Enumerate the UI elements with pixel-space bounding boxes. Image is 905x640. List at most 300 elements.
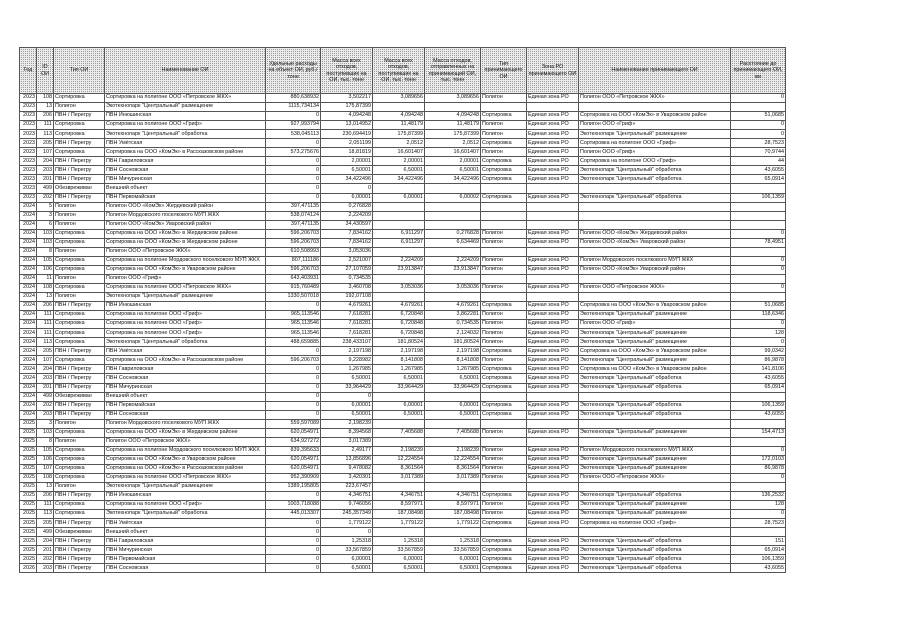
cell-facility-name: ПВН Мичуринская — [105, 546, 266, 555]
cell-mass-sent — [425, 211, 481, 220]
cell-receiver-name: Экотехнопарк "Центральный" обработка — [579, 383, 731, 392]
table-row — [20, 338, 786, 347]
cell-mass-received: 3,420301 — [321, 473, 373, 482]
cell-unit-cost: 0 — [266, 555, 321, 564]
cell-distance: 51,0685 — [731, 112, 786, 121]
cell-receiver-name — [579, 419, 731, 428]
cell-mass-sent: 2,224209 — [425, 256, 481, 265]
cell-year: 2023 — [20, 157, 37, 166]
cell-mass-sent: 6,50001 — [425, 374, 481, 383]
cell-facility-type: ПВН / Перегру — [54, 302, 105, 311]
cell-facility-id: 13 — [37, 483, 54, 492]
cell-facility-type: Полигон — [54, 202, 105, 211]
table-row — [20, 256, 786, 265]
cell-year: 2025 — [20, 501, 37, 510]
cell-facility-id: 203 — [37, 374, 54, 383]
table-row — [20, 347, 786, 356]
cell-facility-type: Полигон — [54, 211, 105, 220]
cell-facility-id: 499 — [37, 184, 54, 193]
cell-facility-name: Сортировка на полигоне ООО «Гриф» — [105, 320, 266, 329]
table-row — [20, 519, 786, 528]
cell-receiver-zone: Единая зона РО — [527, 139, 579, 148]
cell-mass-received-2: 6,00001 — [373, 555, 425, 564]
cell-facility-type: Полигон — [54, 483, 105, 492]
cell-receiver-type — [481, 211, 527, 220]
table-row — [20, 265, 786, 274]
cell-receiver-name — [579, 528, 731, 537]
cell-mass-sent — [425, 437, 481, 446]
cell-receiver-zone: Единая зона РО — [527, 256, 579, 265]
cell-receiver-zone: Единая зона РО — [527, 365, 579, 374]
cell-year: 2023 — [20, 130, 37, 139]
cell-unit-cost: 965,113546 — [266, 320, 321, 329]
cell-distance: 172,0103 — [731, 455, 786, 464]
cell-receiver-zone: Единая зона РО — [527, 175, 579, 184]
cell-distance — [731, 211, 786, 220]
cell-unit-cost: 634,927272 — [266, 437, 321, 446]
cell-facility-name: ПВН Гавриловская — [105, 537, 266, 546]
cell-facility-name: Полигон ООО «Гриф» — [105, 274, 266, 283]
cell-receiver-zone: Единая зона РО — [527, 265, 579, 274]
cell-unit-cost: 620,054971 — [266, 464, 321, 473]
cell-facility-name: Экотехнопарк "Центральный" размещение — [105, 103, 266, 112]
cell-facility-name: ПВН Гавриловская — [105, 365, 266, 374]
cell-facility-name: Сортировка на ООО «КомЭк» в Рассказовском районе — [105, 464, 266, 473]
cell-receiver-type: Сортировка — [481, 546, 527, 555]
cell-facility-id: 499 — [37, 392, 54, 401]
cell-receiver-zone: Единая зона РО — [527, 302, 579, 311]
cell-facility-id: 499 — [37, 528, 54, 537]
cell-facility-type: Сортировка — [54, 256, 105, 265]
cell-receiver-type: Сортировка — [481, 139, 527, 148]
cell-mass-sent: 6,00001 — [425, 555, 481, 564]
cell-receiver-zone: Единая зона РО — [527, 338, 579, 347]
cell-mass-received: 9,228982 — [321, 356, 373, 365]
cell-year: 2023 — [20, 139, 37, 148]
cell-year: 2025 — [20, 428, 37, 437]
cell-receiver-name — [579, 247, 731, 256]
header-year: Год — [20, 48, 37, 94]
cell-facility-id: 206 — [37, 302, 54, 311]
cell-facility-type: Сортировка — [54, 148, 105, 157]
cell-year: 2024 — [20, 302, 37, 311]
cell-distance: 43,6055 — [731, 410, 786, 419]
cell-receiver-type: Сортировка — [481, 537, 527, 546]
table-row — [20, 166, 786, 175]
cell-mass-sent: 0,734535 — [425, 320, 481, 329]
cell-year: 2023 — [20, 121, 37, 130]
cell-year: 2024 — [20, 238, 37, 247]
cell-receiver-zone: Единая зона РО — [527, 537, 579, 546]
cell-receiver-name — [579, 184, 731, 193]
cell-mass-received-2 — [373, 103, 425, 112]
cell-year: 2024 — [20, 311, 37, 320]
cell-receiver-zone: Единая зона РО — [527, 166, 579, 175]
cell-mass-sent: 1,267985 — [425, 365, 481, 374]
cell-facility-name: Полигон ООО «КомЭк» Уваровский район — [105, 220, 266, 229]
cell-mass-sent: 8,141808 — [425, 356, 481, 365]
cell-mass-received-2 — [373, 247, 425, 256]
cell-mass-received: 27,107059 — [321, 265, 373, 274]
cell-receiver-name: Полигон Мордовского поселкового МУП ЖКХ — [579, 256, 731, 265]
cell-facility-id: 202 — [37, 555, 54, 564]
cell-facility-type: ПВН / Перегру — [54, 347, 105, 356]
table-row — [20, 329, 786, 338]
cell-mass-received-2: 175,87399 — [373, 130, 425, 139]
table-row — [20, 446, 786, 455]
cell-distance: 65,0914 — [731, 175, 786, 184]
cell-unit-cost: 397,471135 — [266, 220, 321, 229]
cell-facility-id: 105 — [37, 256, 54, 265]
cell-distance: 51,0685 — [731, 302, 786, 311]
cell-mass-received-2: 6,720848 — [373, 311, 425, 320]
cell-receiver-name: Полигон ООО «КомЭк» Уваровский район — [579, 265, 731, 274]
table-row — [20, 157, 786, 166]
cell-receiver-type — [481, 483, 527, 492]
cell-facility-type: ПВН / Перегру — [54, 175, 105, 184]
cell-year: 2024 — [20, 202, 37, 211]
cell-year: 2024 — [20, 401, 37, 410]
cell-receiver-zone: Единая зона РО — [527, 94, 579, 103]
cell-receiver-name: Экотехнопарк "Центральный" размещение — [579, 338, 731, 347]
cell-mass-received: 2,197198 — [321, 347, 373, 356]
cell-distance: 65,0914 — [731, 383, 786, 392]
table-row — [20, 501, 786, 510]
cell-receiver-type: Полигон — [481, 94, 527, 103]
cell-mass-received-2: 2,198239 — [373, 446, 425, 455]
cell-facility-name: ПВН Мичуринская — [105, 383, 266, 392]
cell-receiver-zone — [527, 220, 579, 229]
cell-receiver-type: Сортировка — [481, 157, 527, 166]
cell-receiver-zone — [527, 202, 579, 211]
cell-mass-received-2: 33,567859 — [373, 546, 425, 555]
cell-receiver-type — [481, 220, 527, 229]
cell-unit-cost: 445,013307 — [266, 510, 321, 519]
cell-facility-type: Полигон — [54, 103, 105, 112]
cell-mass-received: 1,779122 — [321, 519, 373, 528]
cell-mass-received-2: 6,720848 — [373, 329, 425, 338]
cell-facility-name: Полигон ООО «КомЭк» Жердевский район — [105, 202, 266, 211]
cell-receiver-type: Полигон — [481, 238, 527, 247]
cell-receiver-zone: Единая зона РО — [527, 446, 579, 455]
cell-mass-received-2: 6,911297 — [373, 238, 425, 247]
cell-year: 2025 — [20, 437, 37, 446]
table-row — [20, 211, 786, 220]
cell-unit-cost: 538,045113 — [266, 130, 321, 139]
cell-year: 2024 — [20, 256, 37, 265]
cell-unit-cost: 620,054971 — [266, 428, 321, 437]
cell-facility-id: 204 — [37, 537, 54, 546]
cell-unit-cost: 1115,734134 — [266, 103, 321, 112]
cell-distance: 0 — [731, 510, 786, 519]
cell-receiver-zone — [527, 274, 579, 283]
cell-facility-name: ПВН Сосновская — [105, 166, 266, 175]
cell-distance: 0 — [731, 283, 786, 292]
cell-distance: 106,1359 — [731, 401, 786, 410]
cell-facility-type: ПВН / Перегру — [54, 157, 105, 166]
table-body — [20, 94, 786, 573]
cell-facility-type: ПВН / Перегру — [54, 112, 105, 121]
cell-unit-cost: 0 — [266, 492, 321, 501]
cell-facility-name: Сортировка на полигоне Мордовского поселкового МУП ЖКХ — [105, 446, 266, 455]
cell-mass-received-2: 7,405688 — [373, 428, 425, 437]
cell-mass-received-2: 1,25318 — [373, 537, 425, 546]
cell-year: 2023 — [20, 112, 37, 121]
cell-unit-cost: 0 — [266, 383, 321, 392]
cell-facility-type: Сортировка — [54, 464, 105, 473]
cell-distance: 0 — [731, 320, 786, 329]
cell-year: 2025 — [20, 555, 37, 564]
cell-mass-received-2: 181,80524 — [373, 338, 425, 347]
cell-receiver-name: Полигон ООО «Петровское ЖКХ» — [579, 283, 731, 292]
cell-receiver-zone: Единая зона РО — [527, 473, 579, 482]
cell-receiver-zone: Единая зона РО — [527, 121, 579, 130]
cell-distance — [731, 528, 786, 537]
cell-year: 2025 — [20, 537, 37, 546]
cell-unit-cost: 620,054971 — [266, 455, 321, 464]
table-row — [20, 112, 786, 121]
cell-facility-id: 111 — [37, 121, 54, 130]
cell-mass-received-2: 1,267985 — [373, 365, 425, 374]
cell-mass-sent: 3,089656 — [425, 94, 481, 103]
cell-facility-type: Обезвреживан — [54, 528, 105, 537]
cell-mass-received-2: 3,089656 — [373, 94, 425, 103]
cell-mass-sent: 175,87399 — [425, 130, 481, 139]
cell-facility-type: Сортировка — [54, 121, 105, 130]
cell-year: 2025 — [20, 473, 37, 482]
cell-receiver-type: Полигон — [481, 229, 527, 238]
cell-receiver-zone: Единая зона РО — [527, 347, 579, 356]
cell-mass-received: 6,00001 — [321, 555, 373, 564]
cell-facility-name: Полигон ООО «Петровское ЖКХ» — [105, 247, 266, 256]
cell-facility-type: ПВН / Перегру — [54, 537, 105, 546]
cell-receiver-name: Экотехнопарк "Центральный" обработка — [579, 410, 731, 419]
cell-distance: 0 — [731, 473, 786, 482]
cell-unit-cost: 965,113546 — [266, 311, 321, 320]
cell-year: 2024 — [20, 347, 37, 356]
cell-distance — [731, 392, 786, 401]
cell-facility-id: 108 — [37, 94, 54, 103]
cell-facility-name: Сортировка на полигоне ООО «Петровское ЖКХ» — [105, 94, 266, 103]
table-row — [20, 293, 786, 302]
cell-receiver-type — [481, 528, 527, 537]
cell-receiver-zone — [527, 392, 579, 401]
cell-receiver-name: Экотехнопарк "Центральный" обработка — [579, 175, 731, 184]
cell-facility-name: Полигон Мордовского поселкового МУП ЖКХ — [105, 419, 266, 428]
cell-year: 2025 — [20, 492, 37, 501]
cell-distance — [731, 220, 786, 229]
cell-receiver-type: Сортировка — [481, 112, 527, 121]
cell-receiver-type: Сортировка — [481, 492, 527, 501]
cell-mass-received-2 — [373, 184, 425, 193]
cell-mass-received: 0,734535 — [321, 274, 373, 283]
cell-facility-name: Сортировка на полигоне ООО «Гриф» — [105, 501, 266, 510]
cell-receiver-name: Сортировка на полигоне ООО «Гриф» — [579, 157, 731, 166]
cell-facility-type: Сортировка — [54, 501, 105, 510]
cell-mass-received: 0 — [321, 528, 373, 537]
cell-year: 2024 — [20, 220, 37, 229]
cell-mass-sent: 11,48179 — [425, 121, 481, 130]
cell-mass-received: 4,346751 — [321, 492, 373, 501]
cell-facility-id: 8 — [37, 437, 54, 446]
cell-receiver-name: Экотехнопарк "Центральный" размещение — [579, 464, 731, 473]
cell-receiver-name — [579, 103, 731, 112]
table-row — [20, 555, 786, 564]
cell-distance: 0 — [731, 256, 786, 265]
cell-unit-cost: 610,508993 — [266, 247, 321, 256]
cell-unit-cost: 0 — [266, 537, 321, 546]
cell-distance — [731, 437, 786, 446]
cell-distance: 0 — [731, 265, 786, 274]
cell-facility-id: 111 — [37, 311, 54, 320]
cell-unit-cost: 0 — [266, 519, 321, 528]
cell-mass-received: 6,00001 — [321, 401, 373, 410]
cell-unit-cost: 915,760489 — [266, 283, 321, 292]
cell-receiver-name: Экотехнопарк "Центральный" размещение — [579, 501, 731, 510]
cell-receiver-name — [579, 220, 731, 229]
cell-receiver-zone: Единая зона РО — [527, 383, 579, 392]
cell-mass-sent — [425, 483, 481, 492]
cell-mass-sent: 12,224554 — [425, 455, 481, 464]
cell-year: 2024 — [20, 356, 37, 365]
cell-mass-received: 2,224209 — [321, 211, 373, 220]
cell-mass-sent: 6,00001 — [425, 401, 481, 410]
cell-receiver-zone: Единая зона РО — [527, 283, 579, 292]
header-receiver-zone: Зона РО принимающего ОИ — [527, 48, 579, 94]
cell-mass-sent: 181,80524 — [425, 338, 481, 347]
cell-facility-id: 203 — [37, 166, 54, 175]
cell-receiver-name: Полигон ООО «Гриф» — [579, 148, 731, 157]
cell-year: 2025 — [20, 455, 37, 464]
cell-receiver-zone: Единая зона РО — [527, 501, 579, 510]
cell-facility-name: ПВН Умётская — [105, 347, 266, 356]
table-row — [20, 184, 786, 193]
cell-mass-received-2: 6,50001 — [373, 564, 425, 573]
cell-mass-sent: 16,601407 — [425, 148, 481, 157]
cell-facility-type: Сортировка — [54, 338, 105, 347]
cell-facility-type: Сортировка — [54, 446, 105, 455]
cell-mass-sent: 2,0512 — [425, 139, 481, 148]
cell-year: 2024 — [20, 329, 37, 338]
cell-receiver-zone — [527, 437, 579, 446]
table-row — [20, 94, 786, 103]
cell-receiver-type: Полигон — [481, 256, 527, 265]
cell-unit-cost: 559,597089 — [266, 419, 321, 428]
cell-receiver-zone: Единая зона РО — [527, 148, 579, 157]
cell-mass-received: 9,746056 — [321, 501, 373, 510]
cell-receiver-type: Сортировка — [481, 175, 527, 184]
cell-facility-type: Сортировка — [54, 455, 105, 464]
cell-receiver-name: Сортировка на ООО «КомЭк» в Уваровском район — [579, 365, 731, 374]
cell-facility-name: ПВН Инюшинская — [105, 492, 266, 501]
cell-mass-received: 6,50001 — [321, 374, 373, 383]
cell-facility-name: Экотехнопарк "Центральный" обработка — [105, 510, 266, 519]
cell-receiver-type: Сортировка — [481, 365, 527, 374]
cell-year: 2023 — [20, 148, 37, 157]
cell-unit-cost: 1003,718088 — [266, 501, 321, 510]
cell-facility-id: 113 — [37, 338, 54, 347]
cell-receiver-type: Сортировка — [481, 193, 527, 202]
table-row — [20, 193, 786, 202]
cell-mass-sent — [425, 274, 481, 283]
cell-facility-name: Внешний объект — [105, 528, 266, 537]
cell-mass-received: 245,357349 — [321, 510, 373, 519]
table-row — [20, 483, 786, 492]
cell-year: 2026 — [20, 564, 37, 573]
cell-facility-name: ПВН Умётская — [105, 519, 266, 528]
cell-facility-id: 205 — [37, 347, 54, 356]
cell-receiver-zone: Единая зона РО — [527, 112, 579, 121]
cell-receiver-name — [579, 202, 731, 211]
cell-facility-id: 111 — [37, 320, 54, 329]
cell-unit-cost: 927,993794 — [266, 121, 321, 130]
cell-facility-type: Полигон — [54, 274, 105, 283]
cell-distance: 106,1359 — [731, 193, 786, 202]
cell-receiver-type — [481, 293, 527, 302]
cell-facility-id: 5 — [37, 202, 54, 211]
cell-unit-cost: 0 — [266, 365, 321, 374]
cell-receiver-zone: Единая зона РО — [527, 410, 579, 419]
cell-distance: 28,7523 — [731, 519, 786, 528]
cell-facility-type: ПВН / Перегру — [54, 519, 105, 528]
cell-mass-sent: 1,779122 — [425, 519, 481, 528]
cell-mass-received-2: 6,911297 — [373, 229, 425, 238]
cell-year: 2024 — [20, 229, 37, 238]
cell-facility-id: 106 — [37, 265, 54, 274]
cell-receiver-name: Экотехнопарк "Центральный" размещение — [579, 455, 731, 464]
cell-facility-name: ПВН Сосновская — [105, 564, 266, 573]
table-row — [20, 220, 786, 229]
cell-receiver-name: Экотехнопарк "Центральный" размещение — [579, 510, 731, 519]
table-row — [20, 139, 786, 148]
cell-facility-type: Сортировка — [54, 94, 105, 103]
cell-receiver-type — [481, 419, 527, 428]
cell-receiver-type: Сортировка — [481, 410, 527, 419]
cell-receiver-name: Экотехнопарк "Центральный" обработка — [579, 492, 731, 501]
cell-mass-received-2: 33,964429 — [373, 383, 425, 392]
cell-unit-cost: 807,111186 — [266, 256, 321, 265]
cell-receiver-type: Сортировка — [481, 519, 527, 528]
cell-year: 2024 — [20, 320, 37, 329]
cell-mass-received: 2,051199 — [321, 139, 373, 148]
cell-mass-sent: 1,25318 — [425, 537, 481, 546]
table-row — [20, 401, 786, 410]
cell-mass-received: 3,017389 — [321, 437, 373, 446]
cell-distance: 136,2532 — [731, 492, 786, 501]
cell-distance: 65,0914 — [731, 546, 786, 555]
cell-mass-sent: 6,50001 — [425, 410, 481, 419]
cell-distance: 43,6055 — [731, 374, 786, 383]
cell-mass-received-2: 4,679261 — [373, 302, 425, 311]
cell-facility-name: Экотехнопарк "Центральный" обработка — [105, 130, 266, 139]
header-waste-mass-received-2: Масса всех отходов, поступивших на ОИ, тыс. тонн — [373, 48, 425, 94]
cell-mass-received: 7,834162 — [321, 229, 373, 238]
cell-year: 2024 — [20, 338, 37, 347]
cell-receiver-type: Полигон — [481, 148, 527, 157]
cell-mass-sent: 34,422496 — [425, 175, 481, 184]
cell-year: 2024 — [20, 283, 37, 292]
cell-receiver-zone: Единая зона РО — [527, 564, 579, 573]
cell-receiver-name: Экотехнопарк "Центральный" обработка — [579, 546, 731, 555]
cell-mass-received-2 — [373, 220, 425, 229]
cell-distance — [731, 202, 786, 211]
cell-mass-sent — [425, 247, 481, 256]
cell-mass-sent: 3,053036 — [425, 283, 481, 292]
cell-distance: 43,6055 — [731, 166, 786, 175]
table-row — [20, 175, 786, 184]
cell-mass-sent: 187,08498 — [425, 510, 481, 519]
table-row — [20, 202, 786, 211]
